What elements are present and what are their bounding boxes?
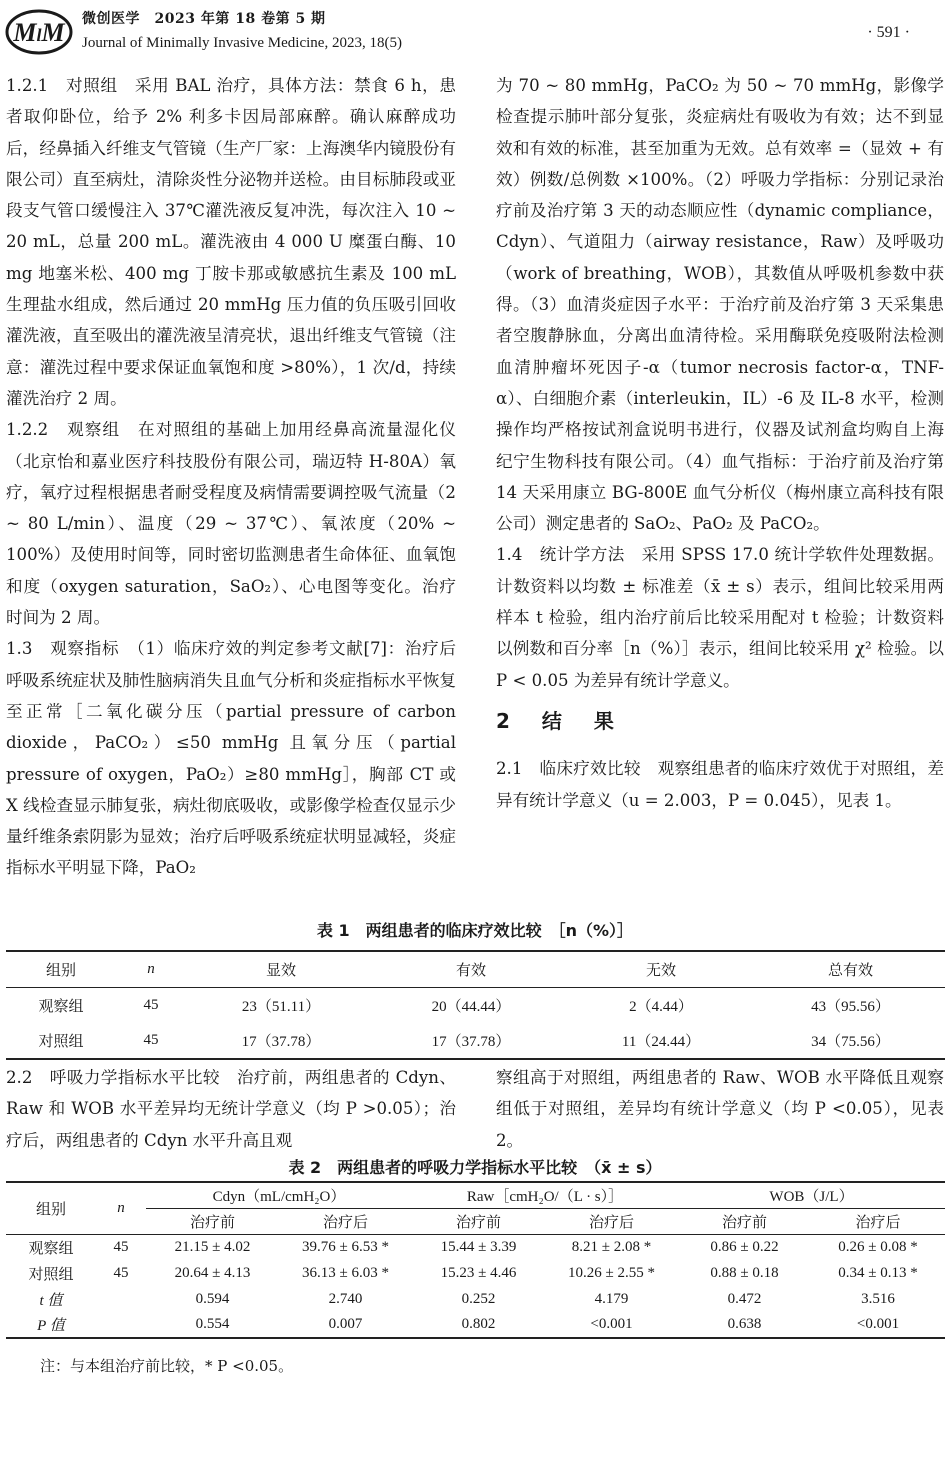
table-cell: 8.21 ± 2.08 * bbox=[571, 1238, 652, 1255]
table2-subheader-row bbox=[6, 1208, 945, 1234]
paragraph-2-1: 2.1 临床疗效比较 观察组患者的临床疗效优于对照组，差异有统计学意义（u = 2.003，P = 0.045），见表 1。 bbox=[496, 759, 944, 810]
table-cell: 39.76 ± 6.53 * bbox=[302, 1238, 389, 1255]
table-cell: 17（37.78） bbox=[241, 1034, 321, 1050]
table-cell: 0.472 bbox=[727, 1290, 762, 1307]
left-column bbox=[6, 70, 456, 884]
paragraph-2-2-cont: 察组高于对照组，两组患者的 Raw、WOB 水平降低且观察组低于对照组，差异均有统计学意义（均 P <0.05），见表 2。 bbox=[496, 1068, 944, 1150]
table1-header-cell: 有效 bbox=[455, 962, 486, 979]
table-row bbox=[6, 1312, 945, 1338]
table-row bbox=[6, 1234, 945, 1260]
table-cell: 15.44 ± 3.39 bbox=[440, 1238, 517, 1255]
table2-subheader-cell: 治疗前 bbox=[189, 1214, 235, 1231]
table-cell: 观察组 bbox=[28, 1240, 74, 1257]
table-cell: 3.516 bbox=[861, 1290, 895, 1307]
journal-title-en: Journal of Minimally Invasive Medicine, 2023, 18(5) bbox=[82, 35, 402, 51]
svg-text:MlM: MlM bbox=[13, 18, 65, 47]
table2-group-header: Raw［cmH₂O/（L · s）］ bbox=[412, 1182, 678, 1208]
table2-group-header: WOB（J/L） bbox=[678, 1182, 945, 1208]
table-cell: 15.23 ± 4.46 bbox=[440, 1264, 517, 1281]
paragraph-1-2-1: 1.2.1 对照组 采用 BAL 治疗，具体方法：禁食 6 h，患者取仰卧位，给予 2% 利多卡因局部麻醉。确认麻醉成功后，经鼻插入纤维支气管镜（生产厂家：上海澳华内镜股份有限公司）直至病灶，清除炎性分泌物并送检。由目标肺段或亚段支气管口缓慢注入 37℃灌洗液反复冲洗，每次注入 10 ~ 20 mL，总量 200 mL。灌洗液由 4 000 U 糜蛋白酶、10 mg 地塞米松、400 mg 丁胺卡那或敏感抗生素及 100 mL 生理盐水组成，然后通过 20 mmHg 压力值的负压吸引回收灌洗液，直至吸出的灌洗液呈清亮状，退出纤维支气管镜（注意：灌洗过程中要求保证血氧饱和度 >80%），1 次/d，持续灌洗治疗 2 周。 bbox=[6, 76, 456, 408]
table-cell: 0.252 bbox=[461, 1290, 496, 1307]
table2-subheader-cell: 治疗后 bbox=[855, 1214, 901, 1231]
table-cell: 0.34 ± 0.13 * bbox=[838, 1264, 918, 1281]
table-cell: 45 bbox=[143, 996, 159, 1013]
table2-note: 注：与本组治疗前比较，* P <0.05。 bbox=[40, 1357, 294, 1375]
table-cell: 17（37.78） bbox=[431, 1034, 511, 1050]
table2-subheader-cell: 治疗前 bbox=[721, 1214, 767, 1231]
table-row bbox=[6, 987, 945, 1023]
table-cell bbox=[96, 1286, 146, 1312]
table-cell: 43（95.56） bbox=[811, 998, 890, 1015]
table-cell: <0.001 bbox=[856, 1316, 900, 1332]
table-cell: 2.740 bbox=[328, 1290, 363, 1307]
paragraph-2-2: 2.2 呼吸力学指标水平比较 治疗前，两组患者的 Cdyn、Raw 和 WOB 水平差异均无统计学意义（均 P >0.05）；治疗后，两组患者的 Cdyn 水平升高且观 bbox=[6, 1068, 456, 1150]
table1-clinical-efficacy bbox=[6, 950, 945, 1060]
table-cell: 0.638 bbox=[727, 1316, 762, 1332]
paragraph-1-4: 1.4 统计学方法 采用 SPSS 17.0 统计学软件处理数据。计数资料以均数 ± 标准差（x̄ ± s）表示，组间比较采用两样本 t 检验，组内治疗前后比较采用配对 t 检验；计数资料以例数和百分率［n（%）］表示，组间比较采用 χ² 检验。以 P < 0.05 为差异有统计学意义。 bbox=[496, 545, 944, 690]
table-row bbox=[6, 1260, 945, 1286]
table-row bbox=[6, 1286, 945, 1312]
table1-header-cell: 组别 bbox=[45, 962, 76, 979]
page-header bbox=[0, 0, 950, 66]
table2-subheader-cell: 治疗后 bbox=[322, 1214, 368, 1231]
table2-group-header: Cdyn（mL/cmH₂O） bbox=[146, 1182, 412, 1208]
table-cell: 对照组 bbox=[28, 1266, 74, 1283]
paragraph-2-2-left bbox=[6, 1062, 456, 1156]
table2-caption: 表 2 两组患者的呼吸力学指标水平比较 （x̄ ± s） bbox=[288, 1158, 662, 1177]
table2-respiratory-mechanics bbox=[6, 1181, 945, 1339]
table-cell: 0.007 bbox=[328, 1316, 363, 1332]
table-cell: 4.179 bbox=[594, 1290, 629, 1307]
table-cell: 10.26 ± 2.55 * bbox=[568, 1264, 655, 1281]
table1-header-cell: n bbox=[147, 960, 155, 977]
table2-header-cell: n bbox=[96, 1182, 146, 1234]
page-number: · 591 · bbox=[867, 24, 910, 41]
table2-header-cell: 组别 bbox=[6, 1182, 96, 1234]
section-heading-results: 2 结 果 bbox=[496, 708, 620, 733]
table1-header-row bbox=[6, 951, 945, 987]
table2-subheader-cell: 治疗前 bbox=[455, 1214, 501, 1231]
table-cell: 21.15 ± 4.02 bbox=[174, 1238, 251, 1255]
table-cell: 0.86 ± 0.22 bbox=[710, 1238, 779, 1255]
paragraph-1-2-2: 1.2.2 观察组 在对照组的基础上加用经鼻高流量湿化仪（北京怡和嘉业医疗科技股份有限公司，瑞迈特 H-80A）氧疗，氧疗过程根据患者耐受程度及病情需要调控吸气流量（2 ~ 80 L/min）、温度（29 ~ 37℃）、氧浓度（20% ~ 100%）及使用时间等，同时密切监测患者生命体征、血氧饱和度（oxygen saturation，SaO₂）、心电图等变化。治疗时间为 2 周。 bbox=[6, 420, 456, 628]
right-column bbox=[496, 70, 944, 816]
table-cell: 11（24.44） bbox=[621, 1034, 701, 1050]
table-cell: 34（75.56） bbox=[811, 1034, 890, 1050]
table2-header-row bbox=[6, 1182, 945, 1208]
table-cell: 45 bbox=[113, 1238, 129, 1255]
table2-subheader-cell: 治疗后 bbox=[588, 1214, 634, 1231]
table1-caption: 表 1 两组患者的临床疗效比较 ［n（%）］ bbox=[316, 921, 634, 940]
table-cell: 0.88 ± 0.18 bbox=[710, 1264, 779, 1281]
table-cell: <0.001 bbox=[590, 1316, 633, 1332]
table-row bbox=[6, 1023, 945, 1059]
table-cell: 对照组 bbox=[38, 1034, 84, 1050]
table-cell: 45 bbox=[113, 1264, 129, 1281]
table-cell: P 值 bbox=[37, 1318, 65, 1334]
table-cell: 45 bbox=[143, 1032, 159, 1048]
table1-header-cell: 无效 bbox=[645, 962, 676, 979]
table-cell: 2（4.44） bbox=[629, 998, 693, 1015]
table-cell: 观察组 bbox=[38, 998, 84, 1015]
table-cell: 0.554 bbox=[195, 1316, 230, 1332]
paragraph-2-2-right bbox=[496, 1062, 944, 1156]
table-cell: 20.64 ± 4.13 bbox=[174, 1264, 251, 1281]
table-cell: 0.594 bbox=[195, 1290, 230, 1307]
journal-logo-icon bbox=[4, 6, 74, 56]
table-cell: 23（51.11） bbox=[241, 998, 321, 1015]
table-cell: 0.26 ± 0.08 * bbox=[838, 1238, 918, 1255]
journal-title-cn: 微创医学 2023 年第 18 卷第 5 期 bbox=[82, 11, 326, 27]
paragraph-1-3-cont: 为 70 ~ 80 mmHg，PaCO₂ 为 50 ~ 70 mmHg，影像学检查提示肺叶部分复张，炎症病灶有吸收为有效；达不到显效和有效的标准，甚至加重为无效。总有效率 =（显效 + 有效）例数/总例数 ×100%。（2）呼吸力学指标：分别记录治疗前及治疗第 3 天的动态顺应性（dynamic compliance，Cdyn）、气道阻力（airway resistance，Raw）及呼吸功（work of breathing，WOB），其数值从呼吸机参数中获得。（3）血清炎症因子水平：于治疗前及治疗第 3 天采集患者空腹静脉血，分离出血清待检。采用酶联免疫吸附法检测血清肿瘤坏死因子-α（tumor necrosis factor-α，TNF-α）、白细胞介素（interleukin，IL）-6 及 IL-8 水平，检测操作均严格按试剂盒说明书进行，仪器及试剂盒均购自上海纪宁生物科技有限公司。（4）血气指标：于治疗前及治疗第 14 天采用康立 BG-800E 血气分析仪（梅州康立高科技有限公司）测定患者的 SaO₂、PaO₂ 及 PaCO₂。 bbox=[496, 76, 944, 534]
paragraph-1-3: 1.3 观察指标 （1）临床疗效的判定参考文献[7]：治疗后呼吸系统症状及肺性脑病消失且血气分析和炎症指标水平恢复至正常［二氧化碳分压（partial pressure of carbon dioxide，PaCO₂）≤50 mmHg 且氧分压（partial pressure of oxygen，PaO₂）≥80 mmHg］，胸部 CT 或 X 线检查显示肺复张，病灶彻底吸收，或影像学检查仅显示少量纤维条索阴影为显效；治疗后呼吸系统症状明显减轻，炎症指标水平明显下降，PaO₂ bbox=[6, 639, 456, 878]
table-cell: 36.13 ± 6.03 * bbox=[302, 1264, 389, 1281]
table1-header-cell: 显效 bbox=[265, 962, 296, 979]
table-cell: t 值 bbox=[39, 1292, 63, 1309]
table1-header-cell: 总有效 bbox=[827, 962, 873, 979]
table-cell: 0.802 bbox=[461, 1316, 496, 1332]
table-cell: 20（44.44） bbox=[431, 998, 511, 1015]
table-cell bbox=[96, 1312, 146, 1338]
